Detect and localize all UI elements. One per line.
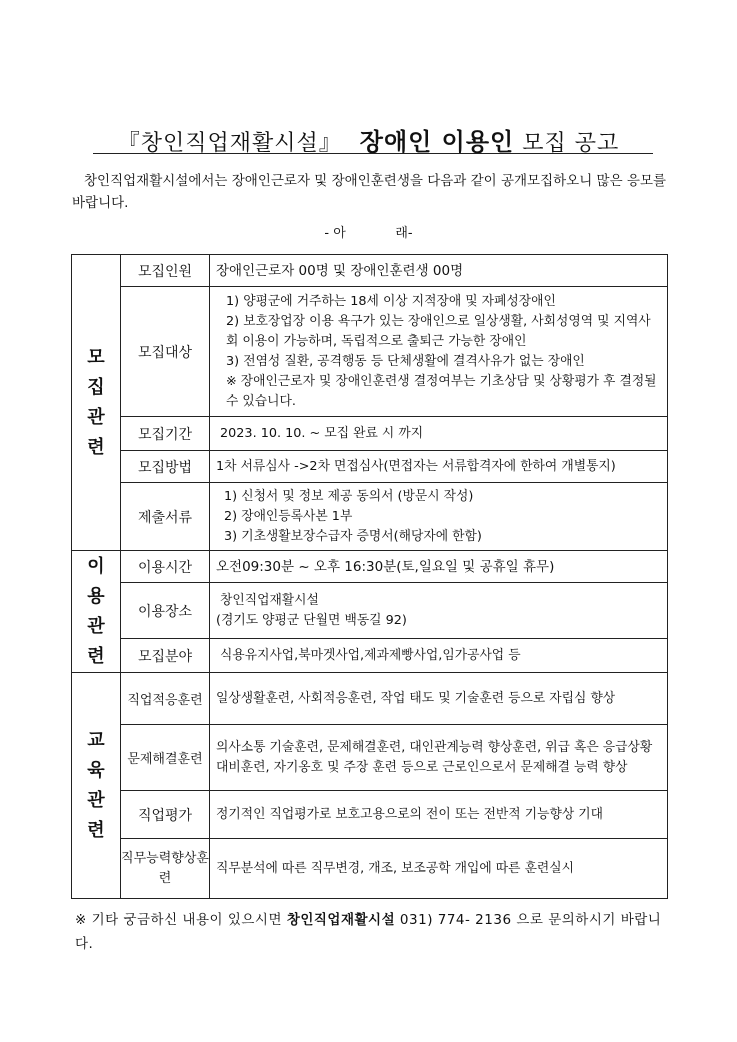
section-char: 용 <box>87 585 105 607</box>
intro-paragraph: 창인직업재활시설에서는 장애인근로자 및 장애인훈련생을 다음과 같이 공개모집하오니 많은 응모를 바랍니다. <box>72 173 667 211</box>
table-row <box>72 551 668 583</box>
title-notice: 모집 공고 <box>522 131 620 156</box>
row-value: 오전09:30분 ~ 오후 16:30분(토,일요일 및 공휴일 휴무) <box>210 551 668 583</box>
table-row <box>72 791 668 839</box>
title-underline <box>93 153 653 154</box>
row-label: 이용장소 <box>121 583 210 639</box>
row-label: 모집대상 <box>121 287 210 417</box>
row-value <box>210 583 668 639</box>
table-row <box>72 451 668 483</box>
table-row <box>72 483 668 551</box>
criteria-item: 1) 양평군에 거주하는 18세 이상 지적장애 및 자폐성장애인 <box>226 293 556 309</box>
document-item: 2) 장애인등록사본 1부 <box>224 508 353 524</box>
row-value: 의사소통 기술훈련, 문제해결훈련, 대인관계능력 향상훈련, 위급 혹은 응급상황 대비훈련, 자기옹호 및 주장 훈련 등으로 근로인으로서 문제해결 능력 향상 <box>210 725 668 791</box>
document-item: 3) 기초생활보장수급자 증명서(해당자에 한함) <box>224 528 482 544</box>
table-row <box>72 287 668 417</box>
row-label: 제출서류 <box>121 483 210 551</box>
section-marker: - 아 래- <box>324 226 413 241</box>
row-label: 모집방법 <box>121 451 210 483</box>
row-value: 장애인근로자 00명 및 장애인훈련생 00명 <box>210 255 668 287</box>
section-label-use <box>72 551 121 673</box>
row-label: 모집분야 <box>121 639 210 673</box>
page-title <box>0 122 737 157</box>
row-label: 직업적응훈련 <box>121 673 210 725</box>
location-address: (경기도 양평군 단월면 백동길 92) <box>216 612 407 628</box>
row-value <box>210 483 668 551</box>
row-value <box>210 287 668 417</box>
section-char: 련 <box>87 819 105 841</box>
row-label: 모집기간 <box>121 417 210 451</box>
row-value: 일상생활훈련, 사회적응훈련, 작업 태도 및 기술훈련 등으로 자립심 향상 <box>210 673 668 725</box>
row-label: 문제해결훈련 <box>121 725 210 791</box>
table-row <box>72 839 668 899</box>
section-char: 관 <box>87 615 105 637</box>
section-label-edu <box>72 673 121 899</box>
section-char: 이 <box>87 555 105 577</box>
table-row <box>72 417 668 451</box>
section-char: 교 <box>87 729 105 751</box>
section-char: 모 <box>87 346 105 368</box>
section-char: 육 <box>87 759 105 781</box>
row-value: 1차 서류심사 ->2차 면접심사(면접자는 서류합격자에 한하여 개별통지) <box>210 451 668 483</box>
criteria-item: 3) 전염성 질환, 공격행동 등 단체생활에 결격사유가 없는 장애인 <box>226 353 585 369</box>
section-char: 련 <box>87 645 105 667</box>
recruitment-table <box>71 254 668 899</box>
table-row <box>72 255 668 287</box>
contact-footer <box>75 908 670 956</box>
table-row <box>72 725 668 791</box>
footer-org: 창인직업재활시설 <box>286 912 396 928</box>
section-char: 관 <box>87 789 105 811</box>
table-row <box>72 673 668 725</box>
section-char: 관 <box>87 406 105 428</box>
criteria-item: 2) 보호장업장 이용 욕구가 있는 장애인으로 일상생활, 사회성영역 및 지역사회 이용이 가능하며, 독립적으로 출퇴근 가능한 장애인 <box>226 313 651 349</box>
document-item: 1) 신청서 및 정보 제공 동의서 (방문시 작성) <box>224 488 474 504</box>
title-target: 장애인 이용인 <box>359 128 515 156</box>
row-value: 식용유지사업,북마겟사업,제과제빵사업,임가공사업 등 <box>210 639 668 673</box>
row-label: 모집인원 <box>121 255 210 287</box>
criteria-note: ※ 장애인근로자 및 장애인훈련생 결정여부는 기초상담 및 상황평가 후 결정될 수 있습니다. <box>226 373 657 409</box>
table-row <box>72 583 668 639</box>
section-char: 련 <box>87 436 105 458</box>
table-row <box>72 639 668 673</box>
row-label: 직무능력향상훈련 <box>121 839 210 899</box>
row-label: 이용시간 <box>121 551 210 583</box>
location-name: 창인직업재활시설 <box>220 592 319 608</box>
footer-text: ※ 기타 궁금하신 내용이 있으시면 <box>75 912 287 928</box>
row-value: 2023. 10. 10. ~ 모집 완료 시 까지 <box>210 417 668 451</box>
footer-contact: 031) 774- 2136 으로 문의하시기 바랍니다. <box>75 912 662 952</box>
row-value: 정기적인 직업평가로 보호고용으로의 전이 또는 전반적 기능향상 기대 <box>210 791 668 839</box>
title-facility: 『창인직업재활시설』 <box>117 131 342 156</box>
section-char: 집 <box>87 376 105 398</box>
row-label: 직업평가 <box>121 791 210 839</box>
row-value: 직무분석에 따른 직무변경, 개조, 보조공학 개입에 따른 훈련실시 <box>210 839 668 899</box>
section-label-recruit <box>72 255 121 551</box>
